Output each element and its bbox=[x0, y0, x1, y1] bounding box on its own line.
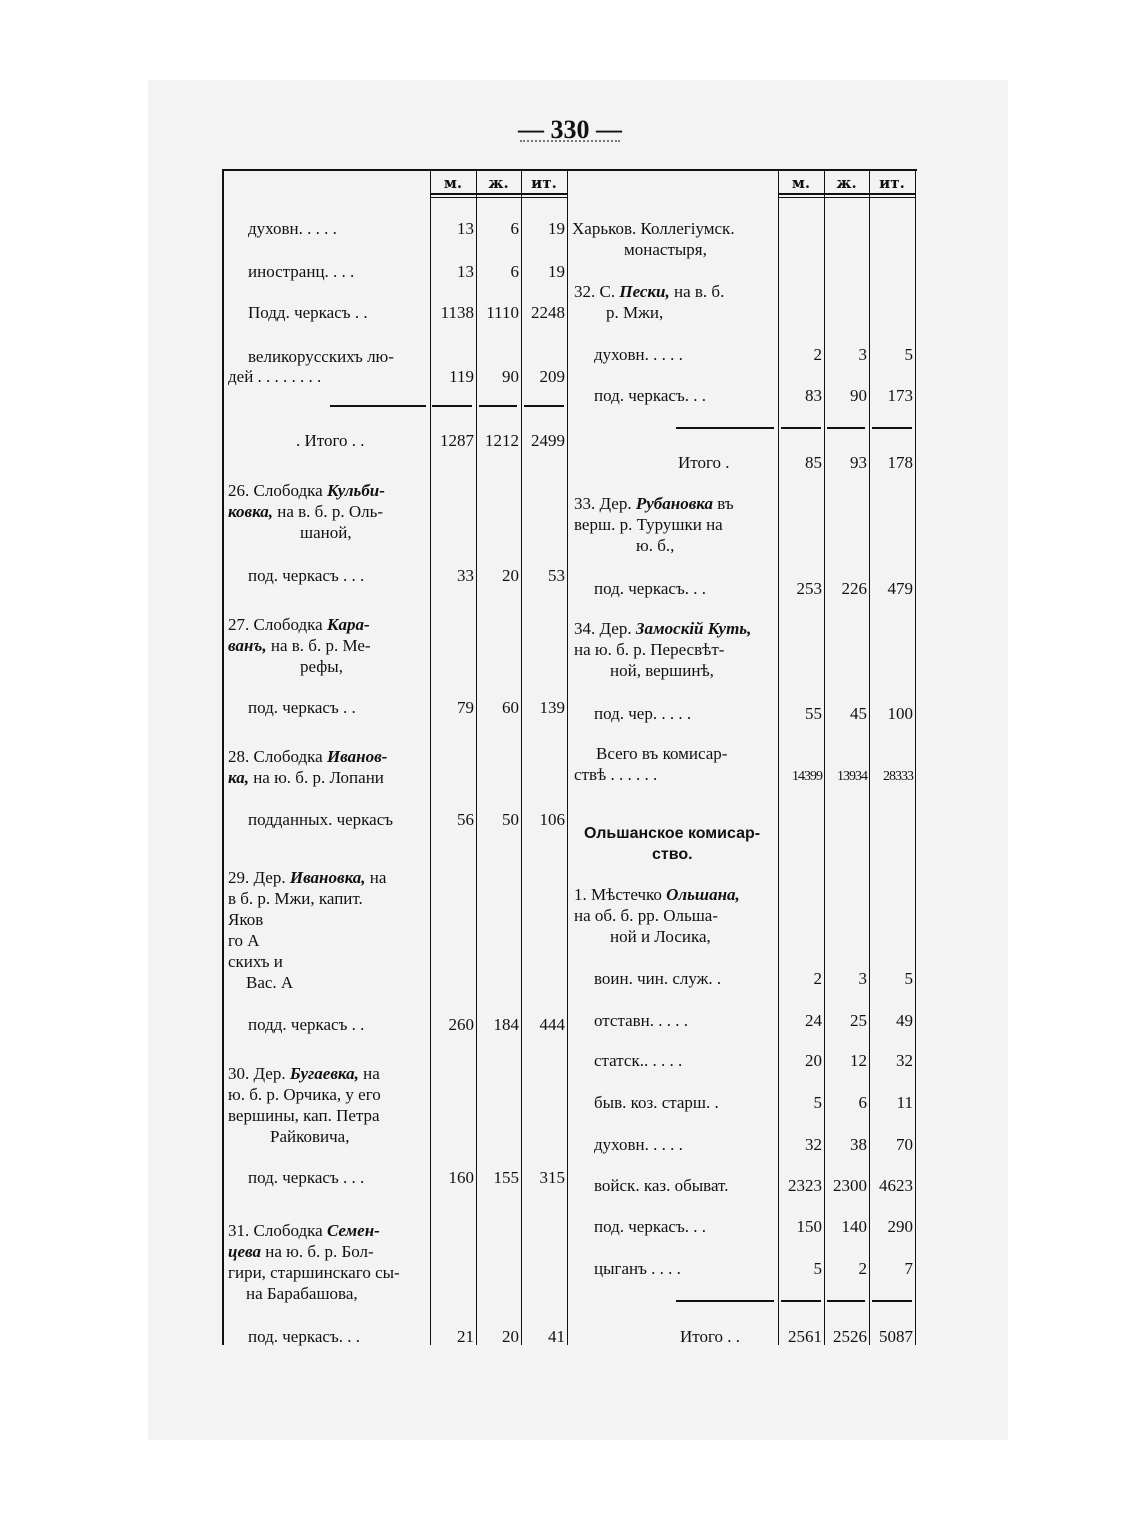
sum-rule bbox=[432, 405, 472, 407]
table-top-rule bbox=[222, 169, 917, 171]
header-rule bbox=[430, 197, 567, 198]
sum-rule bbox=[676, 1300, 774, 1302]
header-m: м. bbox=[791, 174, 811, 192]
sum-rule bbox=[330, 405, 426, 407]
table-left-border bbox=[222, 170, 224, 1345]
header-zh: ж. bbox=[488, 174, 509, 192]
sum-rule bbox=[872, 1300, 912, 1302]
sum-rule bbox=[524, 405, 564, 407]
header-m: м. bbox=[443, 174, 463, 192]
sum-rule bbox=[479, 405, 517, 407]
page-number: — 330 — bbox=[518, 115, 622, 144]
header-rule bbox=[430, 193, 567, 195]
header-it: ит. bbox=[531, 174, 557, 192]
sum-rule bbox=[827, 1300, 865, 1302]
sum-rule bbox=[872, 427, 912, 429]
sum-rule bbox=[827, 427, 865, 429]
header-rule bbox=[778, 197, 915, 198]
sum-rule bbox=[781, 1300, 821, 1302]
sum-rule bbox=[781, 427, 821, 429]
decorative-rule bbox=[520, 140, 620, 142]
sum-rule bbox=[676, 427, 774, 429]
header-zh: ж. bbox=[836, 174, 857, 192]
col-divider bbox=[567, 170, 568, 1345]
col-divider bbox=[915, 170, 916, 1345]
header-rule bbox=[778, 193, 915, 195]
header-it: ит. bbox=[879, 174, 905, 192]
